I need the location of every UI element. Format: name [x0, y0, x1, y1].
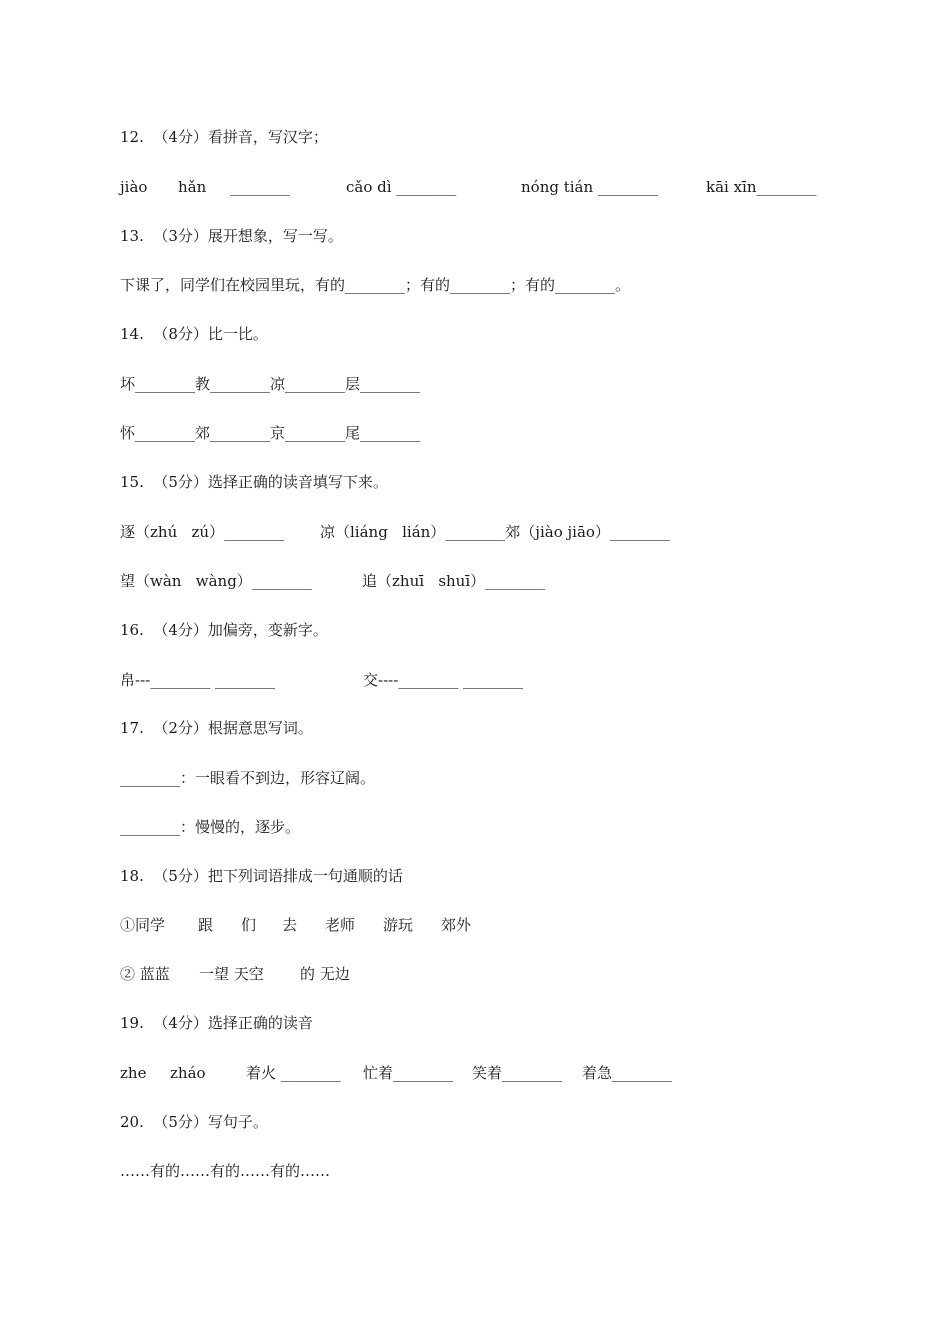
word-blank: 着火 ________: [246, 1064, 341, 1082]
word-item: ①同学: [120, 916, 166, 934]
question-12-row: [120, 176, 817, 198]
question-14-row-1: 坏________教________凉________层________: [120, 375, 421, 393]
question-16-row: [120, 669, 524, 691]
question-20-row: ……有的……有的……有的……: [120, 1162, 331, 1180]
word-item: 一望 天空: [199, 965, 264, 983]
question-15-row-1: [120, 521, 670, 543]
question-19-heading: 19. （4分）选择正确的读音: [120, 1014, 313, 1032]
pinyin-nong-tian: nóng tián ________: [521, 178, 658, 196]
pinyin-zhao: zháo: [170, 1064, 206, 1082]
question-18-row-1: [120, 914, 472, 936]
question-17-row-2: ________：慢慢的，逐步。: [120, 818, 301, 836]
question-18-heading: 18. （5分）把下列词语排成一句通顺的话: [120, 867, 403, 885]
answer-blank: ________: [230, 178, 290, 196]
word-item: 跟: [198, 916, 214, 934]
question-17-heading: 17. （2分）根据意思写词。: [120, 719, 313, 737]
pinyin-kai-xin: kāi xīn________: [706, 178, 817, 196]
word-blank: 忙着________: [363, 1064, 454, 1082]
radical-item: 帛---________ ________: [120, 671, 275, 689]
question-16-heading: 16. （4分）加偏旁，变新字。: [120, 621, 328, 639]
question-18-row-2: [120, 963, 350, 985]
question-20-heading: 20. （5分）写句子。: [120, 1113, 268, 1131]
question-13-heading: 13. （3分）展开想象，写一写。: [120, 227, 343, 245]
pinyin-han: hǎn: [178, 178, 207, 196]
question-17-row-1: ________：一眼看不到边，形容辽阔。: [120, 769, 376, 787]
question-14-row-2: 怀________郊________京________尾________: [120, 424, 421, 442]
question-14-heading: 14. （8分）比一比。: [120, 325, 268, 343]
word-item: 去: [282, 916, 298, 934]
word-item: 的 无边: [300, 965, 350, 983]
word-item: 游玩: [383, 916, 414, 934]
pinyin-jiao: jiào: [120, 178, 148, 196]
question-19-row: [120, 1062, 673, 1084]
word-item: ② 蓝蓝: [120, 965, 170, 983]
question-15-heading: 15. （5分）选择正确的读音填写下来。: [120, 473, 388, 491]
question-15-row-2: [120, 570, 546, 592]
pinyin-cao-di: cǎo dì ________: [346, 178, 457, 196]
pinyin-zhe: zhe: [120, 1064, 147, 1082]
radical-item: 交----________ ________: [363, 671, 524, 689]
reading-option: 追（zhuī shuī）________: [362, 572, 546, 590]
word-item: 们: [241, 916, 257, 934]
word-item: 郊外: [441, 916, 472, 934]
reading-option: 凉（liáng lián）________郊（jiào jiāo）________: [320, 523, 670, 541]
question-13-row: 下课了，同学们在校园里玩，有的________；有的________；有的________。: [120, 276, 631, 294]
word-blank: 笑着________: [472, 1064, 563, 1082]
reading-option: 逐（zhú zú）________: [120, 523, 285, 541]
word-blank: 着急________: [582, 1064, 673, 1082]
question-12-heading: 12. （4分）看拼音，写汉字；: [120, 128, 328, 146]
reading-option: 望（wàn wàng）________: [120, 572, 312, 590]
word-item: 老师: [325, 916, 356, 934]
